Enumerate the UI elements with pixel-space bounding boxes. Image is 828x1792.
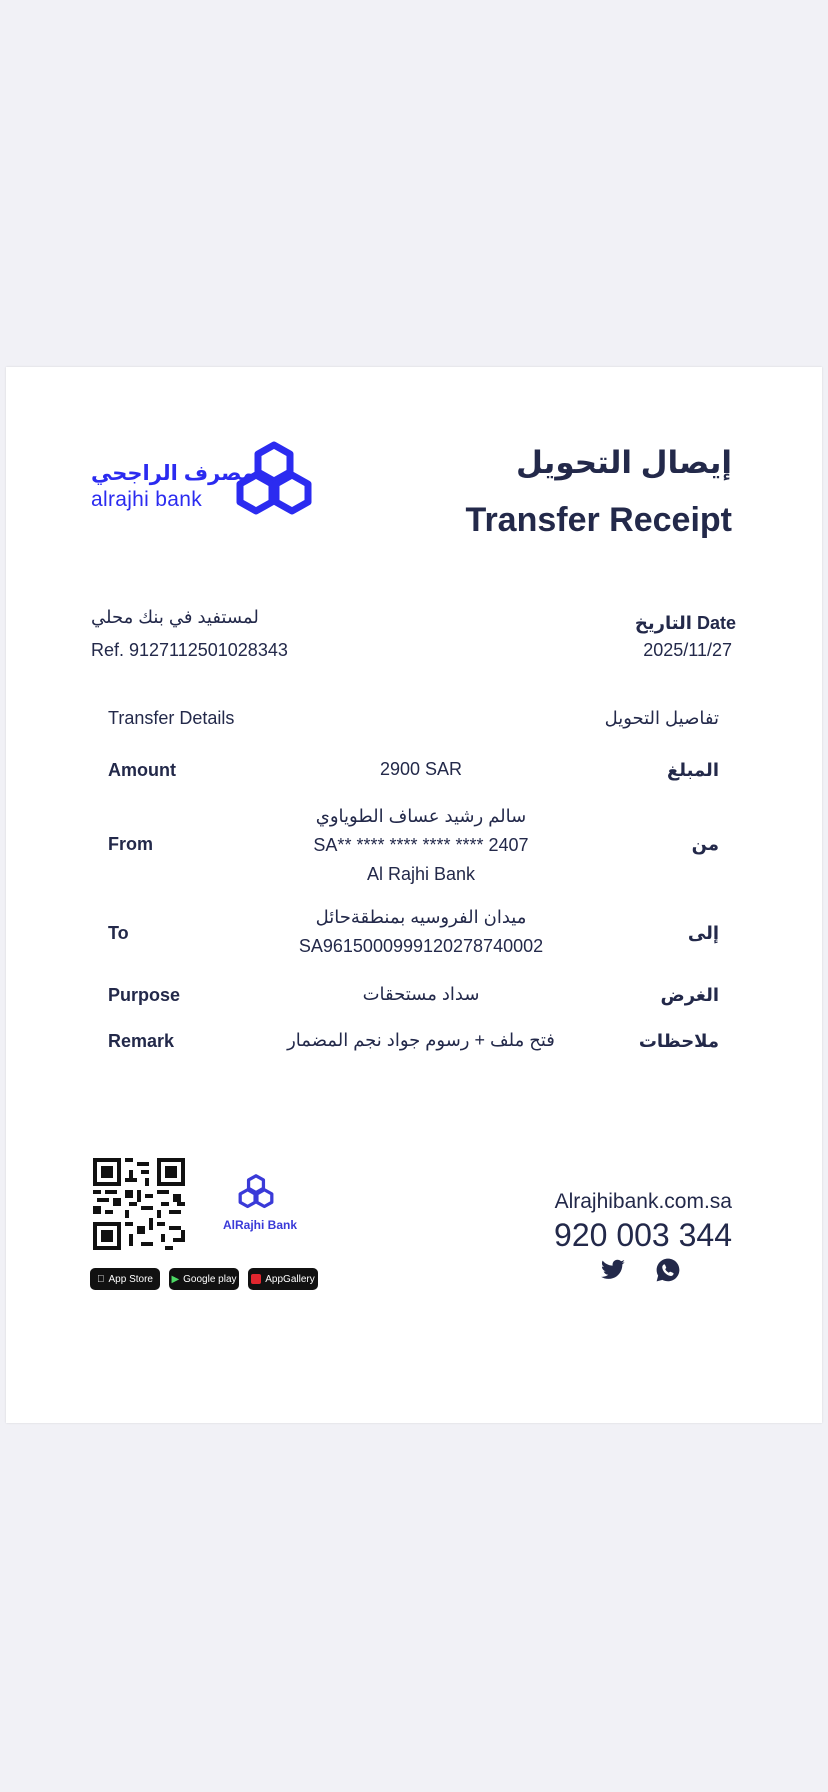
whatsapp-icon[interactable] — [655, 1257, 681, 1283]
remark-label: Remark — [108, 1031, 175, 1051]
receipt-card — [6, 367, 822, 1423]
huawei-icon — [251, 1274, 261, 1284]
google-play-badge[interactable] — [169, 1268, 239, 1290]
from-iban: SA** **** **** **** **** 2407 — [313, 835, 529, 855]
website-link[interactable]: Alrajhibank.com.sa — [554, 1190, 732, 1213]
appgallery-label: AppGallery — [265, 1273, 315, 1285]
amount-value — [236, 755, 606, 784]
remark-value — [236, 1026, 606, 1055]
from-bank: Al Rajhi Bank — [366, 864, 476, 884]
title-english: Transfer Receipt — [465, 501, 732, 539]
to-name: ميدان الفروسيه بمنطقةحائل — [315, 907, 527, 927]
from-name: سالم رشيد عساف الطوياوي — [315, 806, 527, 826]
appgallery-badge[interactable] — [248, 1268, 318, 1290]
app-store-badge[interactable] — [90, 1268, 160, 1290]
transfer-type: لمستفيد في بنك محلي — [91, 607, 259, 627]
amount-label: Amount — [108, 760, 176, 780]
remark-label-ar: ملاحظات — [638, 1031, 719, 1051]
to-value — [236, 903, 606, 961]
to-iban: SA9615000999120278740002 — [298, 936, 544, 956]
date-value: 2025/11/27 — [643, 640, 732, 660]
amount-label-ar: المبلغ — [667, 760, 719, 780]
from-value — [236, 802, 606, 889]
purpose-value — [236, 980, 606, 1009]
purpose-label-ar: الغرض — [660, 985, 719, 1005]
phone-number[interactable]: 920 003 344 — [554, 1217, 732, 1253]
play-icon: ▶ — [171, 1273, 180, 1285]
to-label: To — [108, 923, 129, 943]
from-label-ar: من — [691, 834, 719, 854]
amount-line: 2900 SAR — [379, 759, 463, 779]
remark-line: فتح ملف + رسوم جواد نجم المضمار — [287, 1030, 555, 1050]
bank-logo-arabic: مصرف الراجحي — [91, 462, 255, 485]
app-logo — [223, 1173, 298, 1253]
bank-logo-english: alrajhi bank — [91, 488, 202, 511]
details-heading-en: Transfer Details — [108, 708, 235, 728]
title-arabic: إيصال التحويل — [516, 445, 732, 480]
twitter-icon[interactable] — [600, 1257, 626, 1283]
alrajhi-mini-logo-icon — [236, 1173, 276, 1213]
google-play-label: Google play — [183, 1273, 237, 1285]
details-heading-ar: تفاصيل التحويل — [604, 708, 719, 728]
from-label: From — [108, 834, 153, 854]
alrajhi-logo-icon — [231, 441, 317, 523]
qr-code-icon — [93, 1158, 185, 1250]
app-store-label: App Store — [104, 1273, 150, 1285]
to-label-ar: إلى — [687, 923, 719, 943]
date-label: التاريخ Date — [634, 613, 736, 633]
purpose-line: سداد مستحقات — [362, 984, 480, 1004]
app-name: AlRajhi Bank — [223, 1218, 298, 1232]
apple-icon — [97, 1274, 105, 1285]
reference-number: Ref. 9127112501028343 — [91, 640, 288, 660]
purpose-label: Purpose — [108, 985, 181, 1005]
